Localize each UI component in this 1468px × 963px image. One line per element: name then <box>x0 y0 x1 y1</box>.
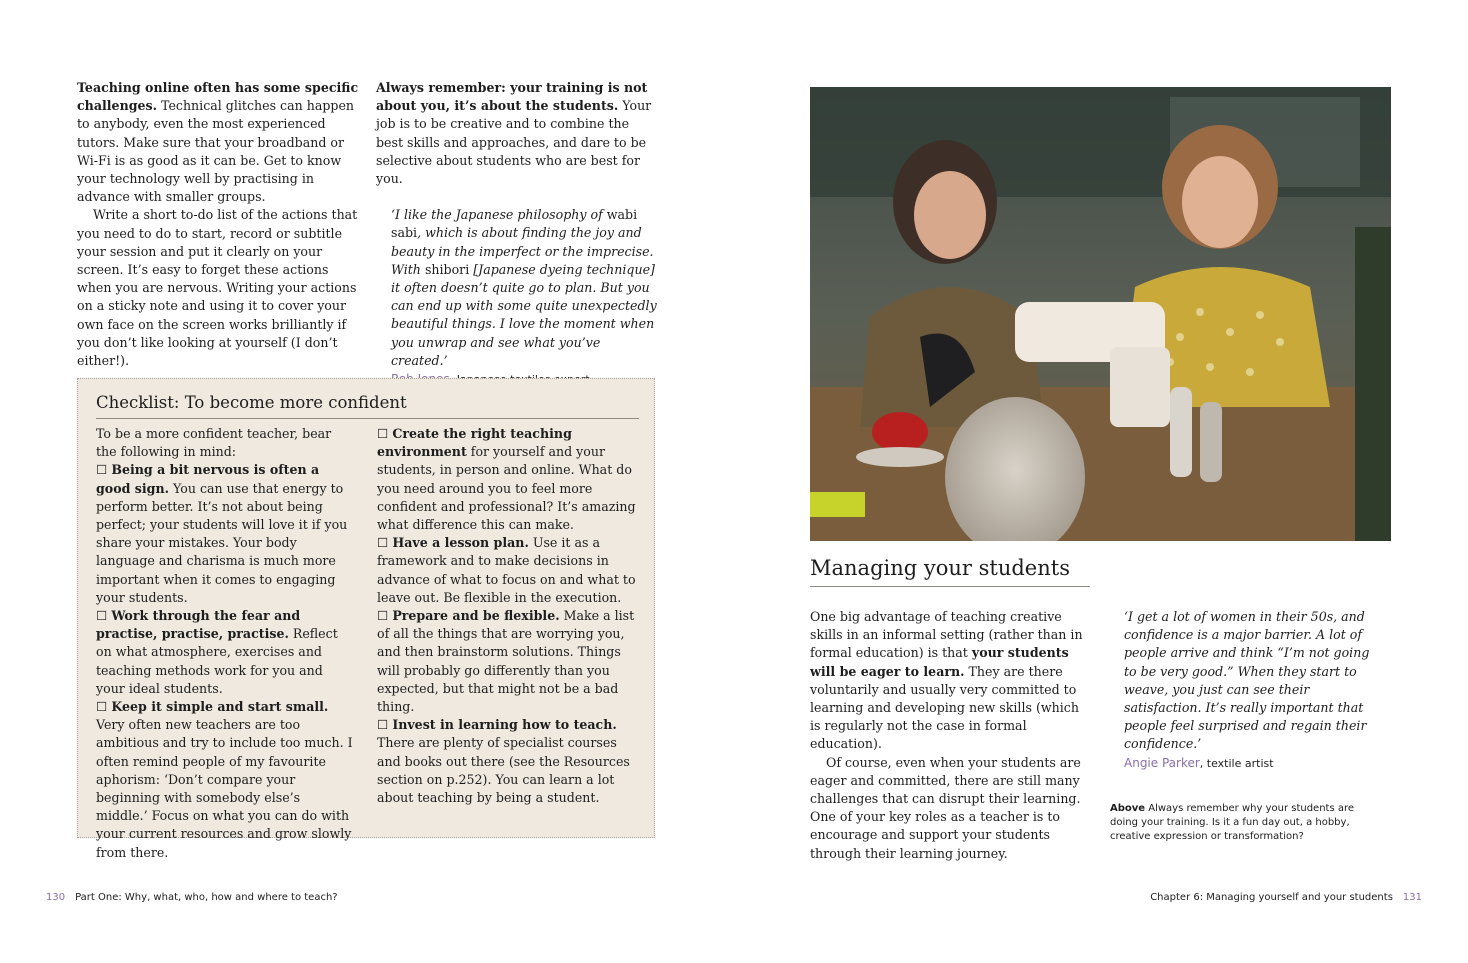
checkbox-icon: ☐ <box>96 699 108 715</box>
checklist-title: Checklist: To become more confident <box>96 393 639 419</box>
checkbox-icon: ☐ <box>96 608 108 624</box>
checkbox-icon: ☐ <box>377 426 389 441</box>
sewing-workshop-photo <box>810 87 1391 541</box>
quote-attribution: Angie Parker, textile artist <box>1124 755 1274 770</box>
paragraph-online-challenges: Teaching online often has some specific challenges. Technical glitches can happen to anybody, even the most experienced tutors. Make sure that your broadband or Wi-Fi is as good as it can be. Get to know your technology well by practising in advance with smaller groups. <box>77 80 359 205</box>
paragraph-training-focus: Always remember: your training is not about you, it’s about the students. Your job is to be creative and to combine the best skills and approaches, and dare to be selective about students who are best for you. <box>376 80 652 187</box>
photo-illustration <box>810 87 1391 541</box>
paragraph-challenges: Of course, even when your students are eager and committed, there are still many challenges that can disrupt their learning. One of your key roles as a teacher is to encourage and support your students through their learning journey. <box>810 754 1081 861</box>
checklist-item: ☐ Create the right teaching environment for yourself and your students, in person and online. What do you need around you to feel more confident and professional? It’s amazing what difference this can make. <box>377 426 636 533</box>
pull-quote-angie: ‘I get a lot of women in their 50s, and confidence is a major barrier. A lot of people arrive and think “I’m not going to be very good.” When they start to weave, you just can see their satisfaction. It’s really important that people feel surprised and regain their confidence.’ Angie Parker, textile artist <box>1124 609 1370 770</box>
page-number-right: 131 <box>1402 892 1422 903</box>
paragraph-advantage: One big advantage of teaching creative skills in an informal setting (rather than in formal education) is that your students will be eager to learn. They are there voluntarily and usually very committed to learning and developing new skills (which is regularly not the case in formal education). <box>810 609 1083 752</box>
paragraph-todo-list: Write a short to-do list of the actions that you need to do to start, record or subtitle your session and put it clearly on your screen. It’s easy to forget these actions when you are nervous. Writing your actions on a sticky note and using it to cover your own face on the screen works brilliantly if you don’t like looking at yourself (I don’t either!). <box>77 207 358 369</box>
photo-caption: Above Always remember why your students are doing your training. Is it a fun day out, a hobby, creative expression or transformation? <box>1110 803 1355 842</box>
right-running-title: Chapter 6: Managing yourself and your students <box>1150 892 1393 903</box>
checkbox-icon: ☐ <box>377 535 389 551</box>
left-footer <box>36 892 338 903</box>
checklist-item: ☐ Work through the fear and practise, practise, practise. Reflect on what atmosphere, exercises and teaching methods work for you and your ideal students. <box>96 608 338 696</box>
right-footer <box>1150 892 1432 903</box>
left-column-1 <box>77 79 361 370</box>
right-column-2 <box>1124 608 1384 773</box>
checkbox-icon: ☐ <box>377 608 389 624</box>
page-number-left: 130 <box>46 892 66 903</box>
checklist-box <box>77 378 655 860</box>
left-running-title: Part One: Why, what, who, how and where to teach? <box>75 892 338 903</box>
checklist-item: ☐ Keep it simple and start small. Very often new teachers are too ambitious and try to include too much. I often remind people of my favourite aphorism: ‘Don’t compare your beginning with somebody else’s middle.’ Focus on what you can do with your current resources and grow slowly from there. <box>96 699 353 860</box>
checklist-column-right <box>377 425 639 807</box>
checklist-item: ☐ Being a bit nervous is often a good sign. You can use that energy to perform better. It’s not about being perfect; your students will love it if you share your mistakes. Your body language and charisma is much more important when it comes to engaging your students. <box>96 462 348 605</box>
pull-quote-rob: ‘I like the Japanese philosophy of wabi sabi, which is about finding the joy and beauty in the imperfect or the imprecise. With shibori [Japanese dyeing technique] it often doesn’t quite go to plan. But you can end up with some quite unexpectedly beautiful things. I love the moment when you unwrap and see what you’ve created.’ <box>391 206 658 389</box>
left-column-2 <box>376 79 658 389</box>
checklist-item: ☐ Invest in learning how to teach. There are plenty of specialist courses and books out there (see the Resources section on p.252). You can learn a lot about teaching by being a student. <box>377 717 630 806</box>
checklist-item: ☐ Have a lesson plan. Use it as a framework and to make decisions in advance of what to focus on and what to leave out. Be flexible in the execution. <box>377 535 636 605</box>
section-heading: Managing your students <box>810 556 1090 587</box>
checklist-intro: To be a more confident teacher, bear the following in mind: <box>96 426 332 460</box>
right-column-1 <box>810 608 1090 863</box>
checklist-item: ☐ Prepare and be flexible. Make a list of all the things that are worrying you, and then brainstorm solutions. Things will probably go differently than you expected, but that might not be a bad thing. <box>377 608 635 715</box>
checkbox-icon: ☐ <box>96 462 108 478</box>
checklist-column-left <box>96 425 354 862</box>
checkbox-icon: ☐ <box>377 717 389 733</box>
